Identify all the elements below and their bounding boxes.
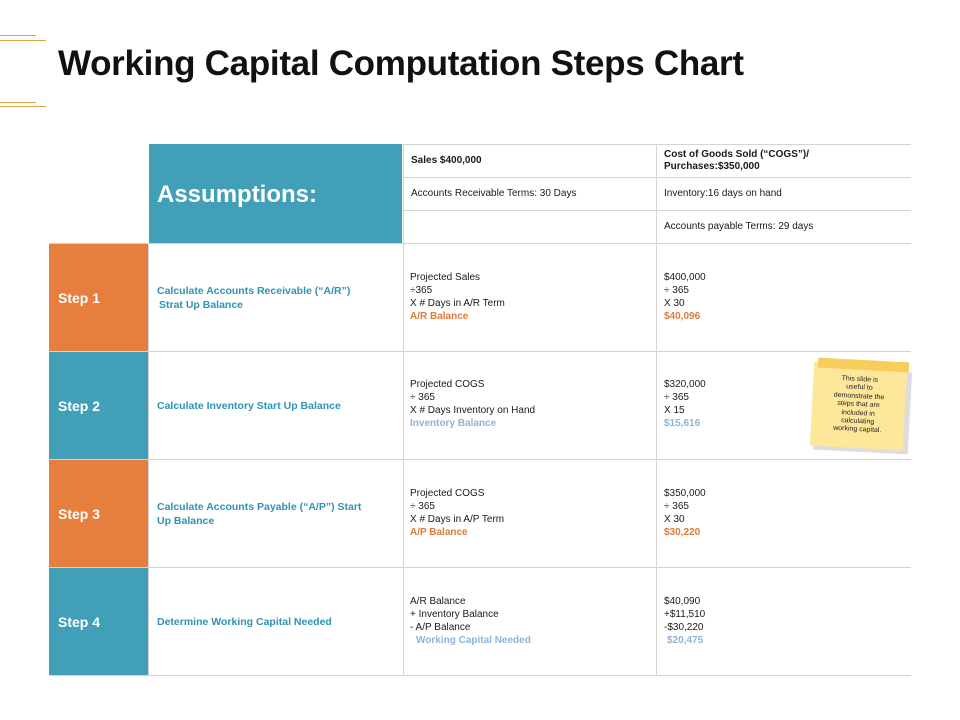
step-3-label: Step 3 xyxy=(49,460,148,567)
step-2-values: $320,000 ÷ 365 X 15 $15,616 xyxy=(664,379,706,429)
assumption-ap-terms: Accounts payable Terms: 29 days xyxy=(664,220,814,232)
step-4-label: Step 4 xyxy=(49,568,148,675)
assumption-ar-terms: Accounts Receivable Terms: 30 Days xyxy=(411,187,577,199)
step-2-formula: Projected COGS ÷ 365 X # Days Inventory on Hand Inventory Balance xyxy=(410,379,536,429)
step-1-formula: Projected Sales ÷365 X # Days in A/R Term A/R Balance xyxy=(410,272,505,322)
step-4-formula: A/R Balance + Inventory Balance - A/P Balance Working Capital Needed xyxy=(410,596,531,646)
divider xyxy=(403,144,404,675)
step-1-values: $400,000 ÷ 365 X 30 $40,096 xyxy=(664,272,706,322)
step-1-label: Step 1 xyxy=(49,244,148,351)
page-title: Working Capital Computation Steps Chart xyxy=(58,44,744,83)
step-1-description: Calculate Accounts Receivable (“A/R”) Strat Up Balance xyxy=(157,284,351,311)
assumption-cogs: Cost of Goods Sold (“COGS”)/ Purchases:$350,000 xyxy=(664,148,809,172)
step-3-description: Calculate Accounts Payable (“A/P”) Start Up Balance xyxy=(157,500,362,527)
assumption-sales: Sales $400,000 xyxy=(411,154,482,166)
sticky-note: This slide is useful to demonstrate the steps that are included in calculating working capital. xyxy=(810,362,907,451)
assumptions-header xyxy=(149,144,402,243)
step-4-values: $40,090 +$11,510 -$30,220 $20,475 xyxy=(664,596,706,646)
divider xyxy=(49,675,911,676)
step-4-description: Determine Working Capital Needed xyxy=(157,615,332,628)
step-2-description: Calculate Inventory Start Up Balance xyxy=(157,399,341,412)
step-2-label: Step 2 xyxy=(49,352,148,459)
divider xyxy=(656,144,657,675)
assumption-inventory: Inventory:16 days on hand xyxy=(664,187,782,199)
assumptions-title: Assumptions: xyxy=(157,180,318,208)
divider xyxy=(148,243,149,675)
step-3-values: $350,000 ÷ 365 X 30 $30,220 xyxy=(664,488,706,538)
step-3-formula: Projected COGS ÷ 365 X # Days in A/P Term A/P Balance xyxy=(410,488,505,538)
